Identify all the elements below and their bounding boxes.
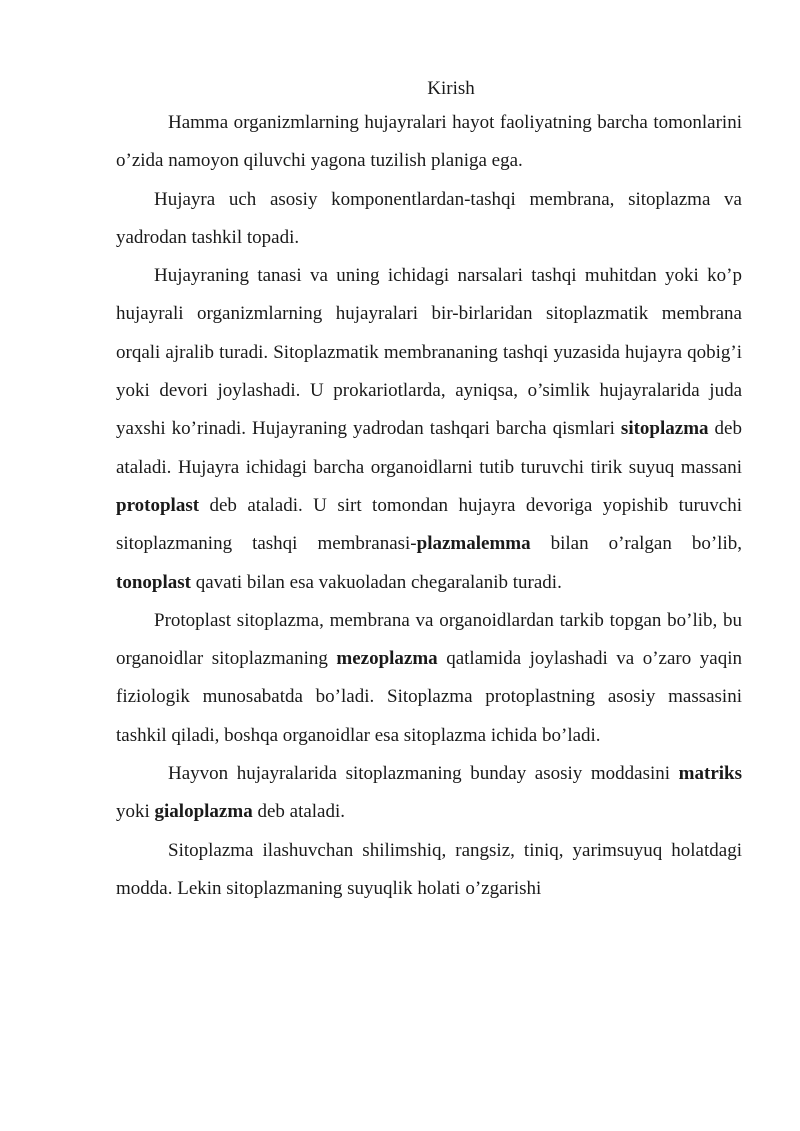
- text-run: yoki: [116, 801, 155, 823]
- text-run: deb ataladi.: [252, 801, 346, 823]
- text-run: Protoplast sitoplazma, membrana va organoidlardan tarkib topgan bo’lib, bu organoidlar sitoplazmaning: [116, 609, 742, 670]
- paragraph: [116, 832, 742, 909]
- text-run: Hujayra uch asosiy komponentlardan-tashqi membrana, sitoplazma va yadrodan tashkil topadi.: [116, 188, 742, 248]
- text-run: Hayvon hujayralarida sitoplazmaning bunday asosiy moddasini: [168, 763, 679, 785]
- text-run: Hamma organizmlarning hujayralari hayot faoliyatning barcha tomonlarini o’zida namoyon qiluvchi yagona tuzilish planiga ega.: [116, 112, 742, 172]
- bold-term: plazmalemma: [416, 533, 531, 555]
- bold-term: protoplast: [116, 494, 200, 516]
- bold-term: mezoplazma: [336, 648, 438, 670]
- text-run: deb ataladi. Hujayra ichidagi barcha organoidlarni tutib turuvchi tirik suyuq massani: [116, 418, 742, 478]
- bold-term: sitoplazma: [620, 418, 709, 440]
- paragraph: [116, 755, 742, 832]
- bold-term: gialoplazma: [154, 801, 253, 823]
- text-run: deb ataladi. U sirt tomondan hujayra devoriga yopishib turuvchi sitoplazmaning tashqi membranasi-: [116, 494, 742, 555]
- text-run: Sitoplazma ilashuvchan shilimshiq, rangsiz, tiniq, yarimsuyuq holatdagi modda. Lekin sitoplazmaning suyuqlik holati o’zgarishi: [116, 839, 742, 899]
- text-run: qatlamida joylashadi va o’zaro yaqin fiziologik munosabatda bo’ladi. Sitoplazma protoplastning asosiy massasini tashkil qiladi, boshqa organoidlar esa sitoplazma ichida bo’ladi.: [116, 648, 742, 746]
- document-page: [116, 74, 742, 908]
- bold-term: tonoplast: [116, 571, 191, 593]
- text-run: bilan o’ralgan bo’lib,: [530, 533, 742, 555]
- paragraph: [116, 181, 742, 258]
- paragraph: [116, 602, 742, 755]
- text-run: qavati bilan esa vakuoladan chegaralanib turadi.: [190, 571, 562, 593]
- section-title: Kirish: [427, 78, 475, 99]
- paragraph: [116, 104, 742, 181]
- document-body: [116, 104, 742, 908]
- bold-term: matriks: [678, 763, 742, 785]
- text-run: Hujayraning tanasi va uning ichidagi narsalari tashqi muhitdan yoki ko’p hujayrali organizmlarning hujayralari bir-birlaridan sitoplazmatik membrana orqali ajralib turadi. Sitoplazmatik membrananing tashqi yuzasida hujayra qobig’i yoki devori joylashadi. U prokariotlarda, ayniqsa, o’simlik hujayralarida juda yaxshi ko’rinadi. Hujayraning yadrodan tashqari barcha qismlari: [116, 265, 742, 440]
- paragraph: [116, 257, 742, 602]
